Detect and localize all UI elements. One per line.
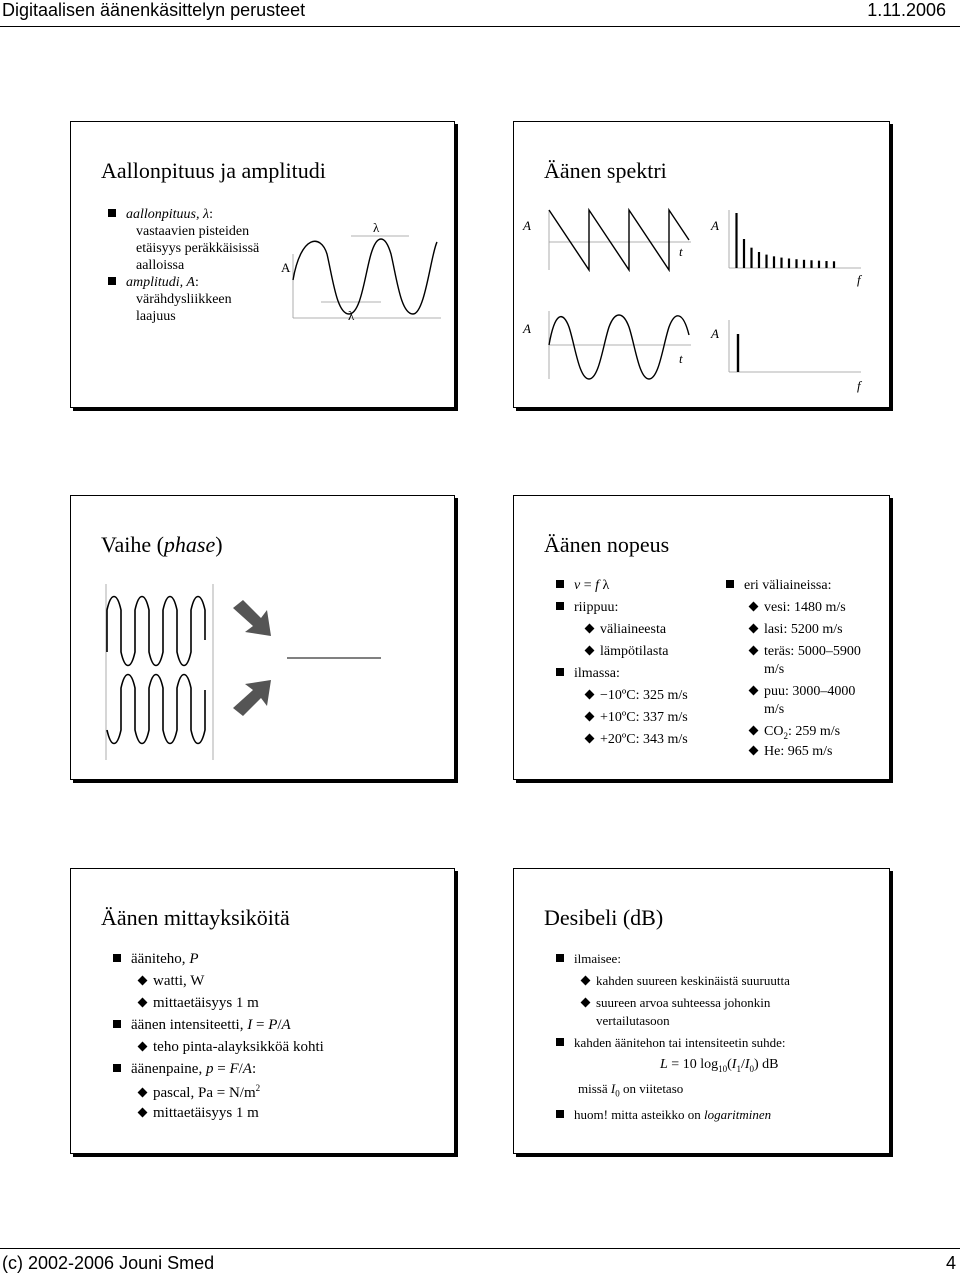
bullet-diamond-icon	[585, 734, 595, 744]
bullet-media: eri väliaineissa:	[726, 578, 831, 594]
slide-title: Vaihe (phase)	[101, 532, 223, 557]
slide-wavelength-amplitude	[70, 121, 455, 408]
bullet-diamond-icon	[585, 646, 595, 656]
sine-wave-figure	[281, 214, 441, 324]
bullet-square-icon	[556, 580, 564, 588]
axis-label-A: A	[711, 326, 719, 341]
sub-puu-unit: m/s	[764, 702, 785, 717]
bullet-wavelength: aallonpituus, λ: vastaavien pisteiden etäisyys peräkkäisissä aalloissa amplitudi, A: värähdysliikkeen laajuus	[108, 206, 268, 325]
axis-label-t: t	[679, 244, 683, 259]
footer-rule	[0, 1248, 960, 1249]
bullet-square-icon	[108, 209, 116, 217]
reference-note: missä $I_0$ on viitetaso	[578, 1081, 684, 1099]
bullet-diamond-icon	[138, 1108, 148, 1118]
sub-puu: puu: 3000–4000	[750, 684, 855, 700]
bullet-diamond-icon	[749, 686, 759, 696]
bullet-intensity: äänen intensiteetti, I = P/A	[113, 1017, 291, 1034]
sub-reference-cont: vertailutasoon	[596, 1013, 670, 1028]
slide-decibel	[513, 868, 890, 1154]
sub-watti: watti, W	[139, 973, 204, 990]
page-number: 4	[945, 1253, 956, 1273]
bullet-diamond-icon	[138, 998, 148, 1008]
bullet-square-icon	[556, 1110, 564, 1118]
bullet-riippuu: riippuu:	[556, 600, 618, 616]
bullet-square-icon	[556, 954, 564, 962]
slide-title: Desibeli (dB)	[544, 905, 664, 930]
axis-label-t: t	[679, 351, 683, 366]
slide-phase	[70, 495, 455, 780]
bullet-diamond-icon	[138, 1088, 148, 1098]
bullet-square-icon	[556, 602, 564, 610]
slide-title: Aallonpituus ja amplitudi	[101, 158, 326, 183]
arrow-up-right-icon	[233, 680, 271, 716]
header-rule	[0, 26, 960, 27]
sub-temp-1: −10ºC: 325 m/s	[586, 688, 688, 704]
bullet-diamond-icon	[749, 624, 759, 634]
axis-label-A: A	[523, 321, 531, 336]
lambda-label-bottom: λ	[348, 308, 355, 323]
sine-wave-figure	[519, 307, 699, 382]
axis-label-f: f	[857, 378, 861, 393]
bullet-ilmaisee: ilmaisee:	[556, 951, 621, 967]
bullet-diamond-icon	[749, 746, 759, 756]
page-header	[0, 0, 960, 24]
bullet-ilmassa: ilmassa:	[556, 666, 620, 682]
sub-temp-2: +10ºC: 337 m/s	[586, 710, 688, 726]
bullet-diamond-icon	[138, 1042, 148, 1052]
sub-vesi: vesi: 1480 m/s	[750, 600, 846, 616]
bullet-diamond-icon	[585, 690, 595, 700]
slide-speed-of-sound	[513, 495, 890, 780]
phase-figure	[91, 580, 451, 770]
sub-he: He: 965 m/s	[750, 744, 832, 760]
lambda-label-top: λ	[373, 220, 380, 235]
bullet-square-icon	[113, 954, 121, 962]
bullet-square-icon	[113, 1064, 121, 1072]
bullet-diamond-icon	[581, 976, 591, 986]
slide-sound-units	[70, 868, 455, 1154]
bullet-diamond-icon	[749, 602, 759, 612]
sub-teras: teräs: 5000–5900	[750, 644, 861, 660]
bullet-diamond-icon	[585, 624, 595, 634]
page-footer	[0, 1248, 960, 1278]
sub-lampotilasta: lämpötilasta	[586, 644, 668, 660]
sub-lasi: lasi: 5200 m/s	[750, 622, 843, 638]
bullet-diamond-icon	[581, 998, 591, 1008]
axis-label-f: f	[857, 272, 861, 287]
sub-co2: $CO_2$: 259 m/s	[750, 724, 840, 741]
sub-temp-3: +20ºC: 343 m/s	[586, 732, 688, 748]
sub-valiaineesta: väliaineesta	[586, 622, 666, 638]
bullet-square-icon	[113, 1020, 121, 1028]
bullet-diamond-icon	[585, 712, 595, 722]
footer-copyright: (c) 2002-2006 Jouni Smed	[2, 1253, 215, 1273]
axis-label-A: A	[523, 218, 531, 233]
sub-pascal: pascal, $Pa = N/m^2$	[139, 1083, 260, 1102]
sawtooth-wave-figure	[519, 202, 699, 272]
axis-label-A: A	[711, 218, 719, 233]
bullet-v-eq: v = f λ	[556, 578, 609, 594]
sub-relative: kahden suureen keskinäistä suuruutta	[582, 973, 790, 989]
bullet-diamond-icon	[138, 976, 148, 986]
sub-teho: teho pinta-alayksikköä kohti	[139, 1039, 324, 1056]
sub-reference: suureen arvoa suhteessa johonkin	[582, 995, 770, 1011]
bullet-power: ääniteho, P	[113, 951, 198, 968]
sub-distance-2: mittaetäisyys 1 m	[139, 1105, 259, 1122]
bullet-diamond-icon	[749, 726, 759, 736]
bullet-pressure: äänenpaine, p = F/A:	[113, 1061, 256, 1078]
arrow-down-right-icon	[233, 600, 271, 636]
bullet-square-icon	[556, 1038, 564, 1046]
bullet-diamond-icon	[749, 646, 759, 656]
sub-distance-1: mittaetäisyys 1 m	[139, 995, 259, 1012]
amplitude-label: A	[281, 260, 291, 275]
slide-title: Äänen mittayksiköitä	[101, 905, 290, 930]
header-date: 1.11.2006	[867, 0, 946, 20]
bullet-huom: huom! mitta asteikko on logaritminen	[556, 1107, 771, 1123]
header-title: Digitaalisen äänenkäsittelyn perusteet	[2, 0, 306, 20]
bullet-square-icon	[556, 668, 564, 676]
slide-title: Äänen nopeus	[544, 532, 670, 557]
single-line-spectrum-figure	[709, 312, 869, 402]
slide-title: Äänen spektri	[544, 158, 667, 183]
bullet-square-icon	[108, 277, 116, 285]
bullet-square-icon	[726, 580, 734, 588]
sub-teras-unit: m/s	[764, 662, 785, 677]
bullet-ratio: kahden äänitehon tai intensiteetin suhde:	[556, 1035, 786, 1051]
harmonic-spectrum-figure	[709, 202, 869, 292]
slide-sound-spectrum	[513, 121, 890, 408]
decibel-equation: L = 10 $\log_{10}(I_1/I_0)$ dB	[660, 1057, 779, 1074]
